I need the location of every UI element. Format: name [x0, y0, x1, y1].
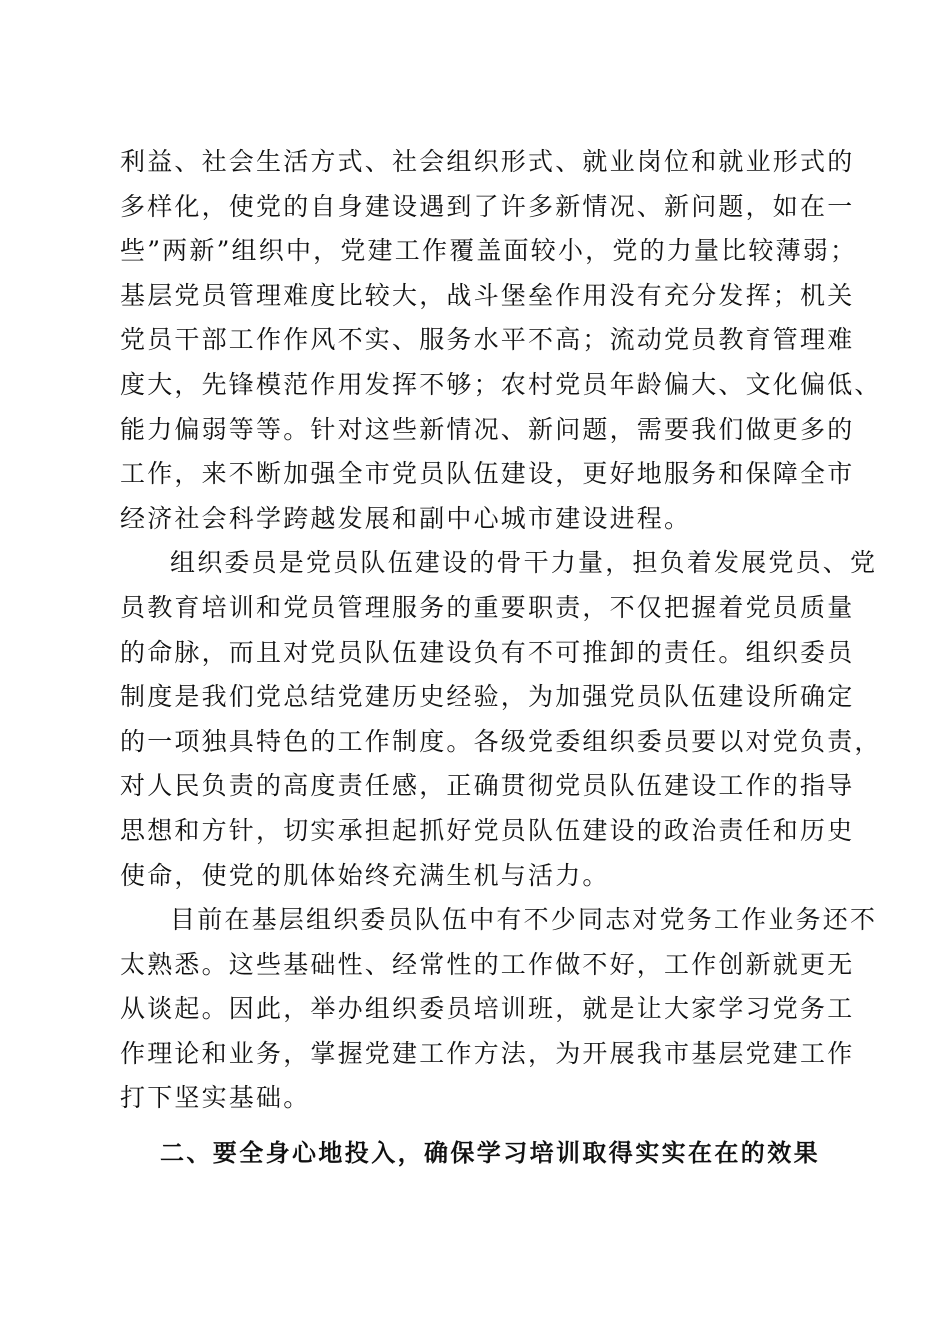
text-line: 的一项独具特色的工作制度。各级党委组织委员要以对党负责， [120, 726, 882, 756]
section-heading: 二、要全身心地投入，确保学习培训取得实实在在的效果 [160, 1139, 820, 1168]
text-line: 能力偏弱等等。针对这些新情况、新问题，需要我们做更多的 [120, 414, 855, 444]
text-line: 党员干部工作作风不实、服务水平不高；流动党员教育管理难 [120, 325, 855, 355]
text-line: 作理论和业务，掌握党建工作方法，为开展我市基层党建工作 [120, 1038, 855, 1068]
text-line: 工作，来不断加强全市党员队伍建设，更好地服务和保障全市 [120, 459, 855, 489]
paragraph-2 [120, 541, 882, 898]
text-line: 多样化，使党的自身建设遇到了许多新情况、新问题，如在一 [120, 191, 855, 221]
text-line: 对人民负责的高度责任感，正确贯彻党员队伍建设工作的指导 [120, 771, 855, 801]
text-line: 利益、社会生活方式、社会组织形式、就业岗位和就业形式的 [120, 147, 855, 176]
text-line: 的命脉，而且对党员队伍建设负有不可推卸的责任。组织委员 [120, 637, 855, 667]
text-line: 组织委员是党员队伍建设的骨干力量，担负着发展党员、党 [170, 548, 878, 578]
text-line: 度大，先锋模范作用发挥不够；农村党员年龄偏大、文化偏低、 [120, 369, 882, 399]
paragraph-1 [120, 140, 882, 541]
text-line: 制度是我们党总结党建历史经验，为加强党员队伍建设所确定 [120, 682, 855, 712]
text-line: 太熟悉。这些基础性、经常性的工作做不好，工作创新就更无 [120, 949, 855, 979]
text-line: 目前在基层组织委员队伍中有不少同志对党务工作业务还不 [170, 905, 878, 935]
text-line: 基层党员管理难度比较大，战斗堡垒作用没有充分发挥；机关 [120, 280, 855, 310]
text-line: 使命，使党的肌体始终充满生机与活力。 [120, 860, 610, 890]
body-text [120, 140, 882, 1176]
text-line: 思想和方针，切实承担起抓好党员队伍建设的政治责任和历史 [120, 815, 855, 845]
text-line: 打下坚实基础。 [120, 1083, 311, 1113]
paragraph-3 [120, 898, 878, 1121]
text-line: 员教育培训和党员管理服务的重要职责，不仅把握着党员质量 [120, 592, 855, 622]
text-line: 从谈起。因此，举办组织委员培训班，就是让大家学习党务工 [120, 994, 855, 1024]
text-line: 些”两新”组织中，党建工作覆盖面较小，党的力量比较薄弱； [120, 236, 858, 266]
text-line: 经济社会科学跨越发展和副中心城市建设进程。 [120, 503, 692, 533]
